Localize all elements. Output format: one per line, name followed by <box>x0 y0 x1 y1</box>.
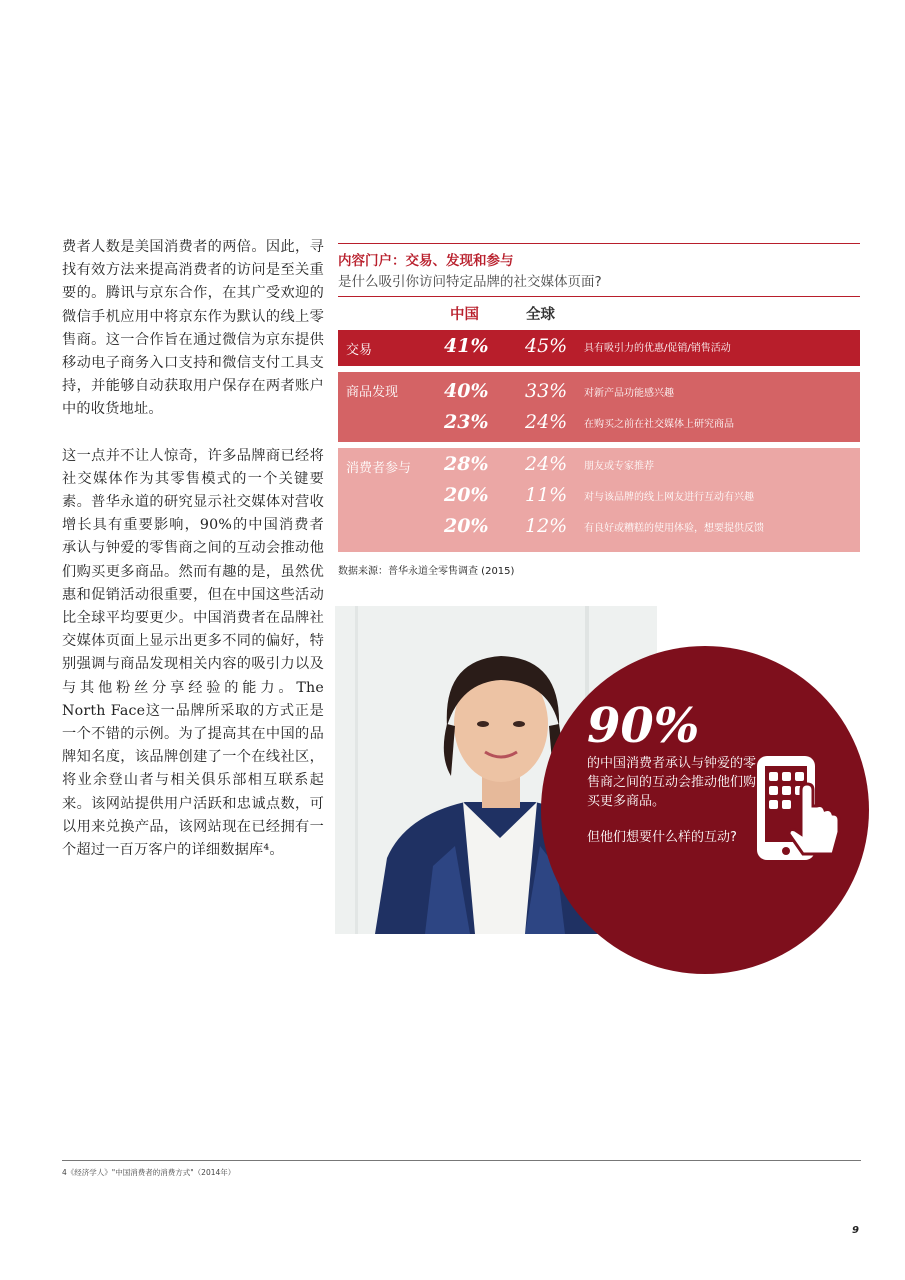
stat-callout-circle <box>541 646 869 974</box>
global-percent: 11% <box>525 484 568 506</box>
group-label: 交易 <box>346 343 373 358</box>
big-stat: 90% <box>587 698 700 754</box>
row-description: 对与该品牌的线上网友进行互动有兴趣 <box>584 492 754 503</box>
group-label: 商品发现 <box>346 385 399 400</box>
china-percent: 41% <box>444 335 489 357</box>
row-description: 有良好或糟糕的使用体验，想要提供反馈 <box>584 523 764 534</box>
china-percent: 20% <box>444 515 489 537</box>
global-percent: 24% <box>525 453 568 475</box>
row-description: 具有吸引力的优惠/促销/销售活动 <box>584 343 731 354</box>
row-description: 在购买之前在社交媒体上研究商品 <box>584 419 734 430</box>
table-row <box>338 513 860 543</box>
table-title: 内容门户：交易、发现和参与 <box>338 253 514 269</box>
table-top-rule <box>338 243 860 244</box>
china-percent: 40% <box>444 380 489 402</box>
group-label: 消费者参与 <box>346 461 412 476</box>
footnote-rule <box>62 1160 861 1161</box>
table-subtitle: 是什么吸引你访问特定品牌的社交媒体页面? <box>338 274 602 290</box>
callout-text: 的中国消费者承认与钟爱的零售商之间的互动会推动他们购买更多商品。 <box>587 756 757 809</box>
table-row <box>338 333 860 363</box>
data-source: 数据来源：普华永道全零售调查 (2015) <box>338 566 515 577</box>
table-row <box>338 378 860 408</box>
paragraph-2: 这一点并不让人惊奇，许多品牌商已经将社交媒体作为其零售模式的一个关键要素。普华永道的研究显示社交媒体对营收增长具有重要影响，90%的中国消费者承认与钟爱的零售商之间的互动会推动他们购买更多商品。然而有趣的是，虽然优惠和促销活动很重要，但在中国这些活动比全球平均要更少。中国消费者在品牌社交媒体页面上显示出更多不同的偏好，特别强调与商品发现相关内容的吸引力以及与其他粉丝分享经验的能力。The North Face这一品牌所采取的方式正是一个不错的示例。为了提高其在中国的品牌知名度，该品牌创建了一个在线社区，将业余登山者与相关俱乐部相互联系起来。该网站提供用户活跃和忠诚点数，可以用来兑换产品，该网站现在已经拥有一个超过一百万客户的详细数据库⁴。 <box>62 447 324 859</box>
column-header-china: 中国 <box>450 307 479 323</box>
table-row <box>338 409 860 439</box>
china-percent: 23% <box>444 411 489 433</box>
body-text <box>62 236 324 885</box>
row-description: 朋友或专家推荐 <box>584 461 654 472</box>
survey-table <box>338 243 860 558</box>
row-description: 对新产品功能感兴趣 <box>584 388 674 399</box>
global-percent: 45% <box>525 335 568 357</box>
group-discovery <box>338 372 860 442</box>
column-header-global: 全球 <box>526 307 555 323</box>
global-percent: 24% <box>525 411 568 433</box>
callout-question: 但他们想要什么样的互动? <box>587 830 737 845</box>
group-engagement <box>338 448 860 552</box>
group-transaction <box>338 330 860 366</box>
paragraph-1: 费者人数是美国消费者的两倍。因此，寻找有效方法来提高消费者的访问是至关重要的。腾讯与京东合作，在其广受欢迎的微信手机应用中将京东作为默认的线上零售商。这一合作旨在通过微信为京东提供移动电子商务入口支持和微信支付工具支持，并能够自动获取用户保存在两者账户中的收货地址。 <box>62 239 324 418</box>
page-number: 9 <box>852 1225 859 1236</box>
global-percent: 12% <box>525 515 568 537</box>
smartphone-tap-icon <box>751 750 851 868</box>
china-percent: 28% <box>444 453 489 475</box>
table-row <box>338 451 860 481</box>
china-percent: 20% <box>444 484 489 506</box>
footnote: 4《经济学人》"中国消费者的消费方式"（2014年） <box>62 1168 236 1177</box>
table-row <box>338 482 860 512</box>
column-headers <box>338 297 860 330</box>
global-percent: 33% <box>525 380 568 402</box>
